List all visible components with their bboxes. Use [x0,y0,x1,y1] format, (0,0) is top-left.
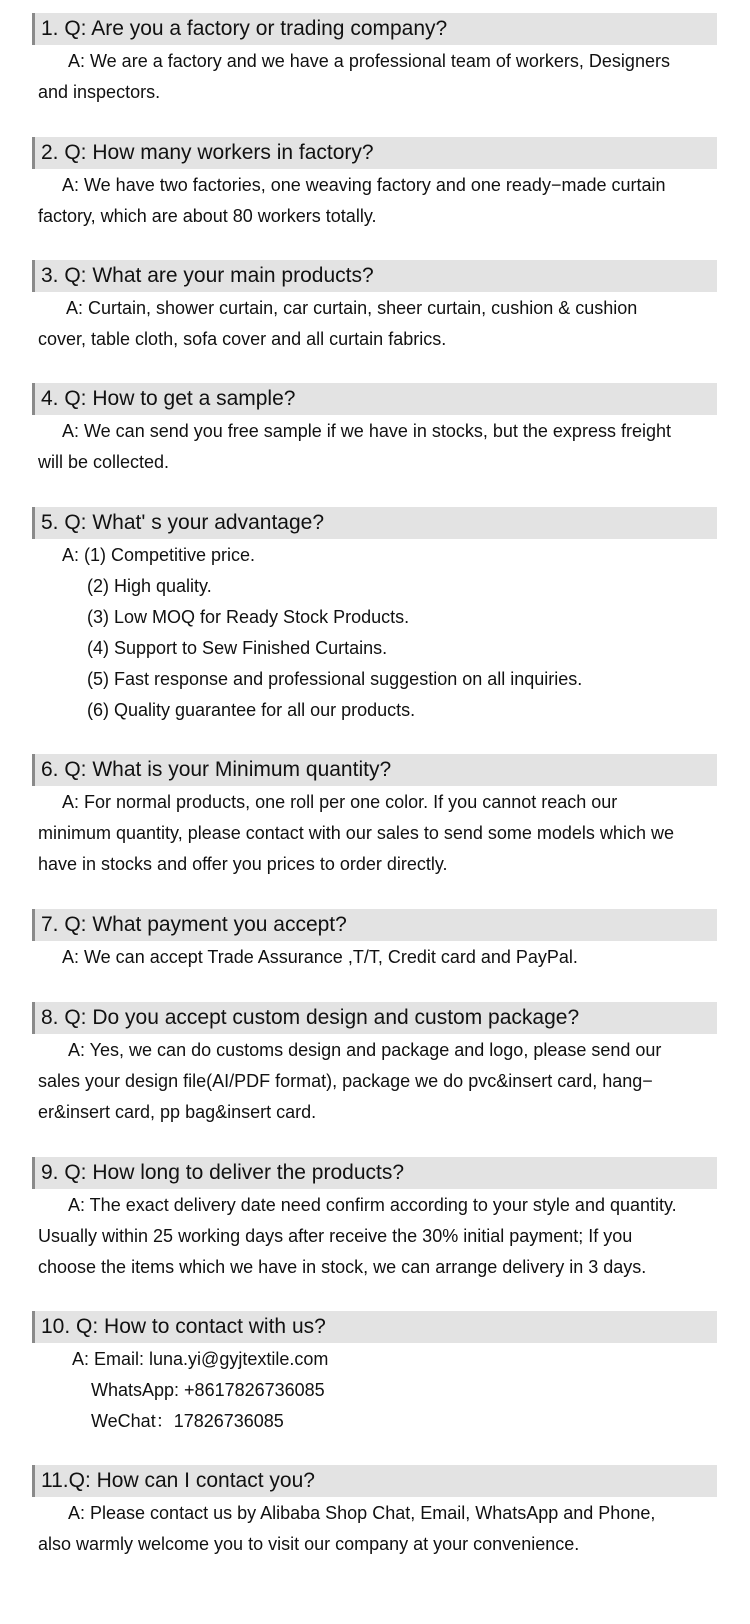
question-heading: 8. Q: Do you accept custom design and custom package? [32,1002,717,1034]
answer-line: A: We have two factories, one weaving factory and one ready−made curtain [62,175,666,195]
question-heading: 10. Q: How to contact with us? [32,1311,717,1343]
answer-line: will be collected. [38,452,170,472]
answer-line: A: Curtain, shower curtain, car curtain, sheer curtain, cushion & cushion [66,298,638,318]
answer-line: (2) High quality. [87,576,212,596]
answer-line: A: We can accept Trade Assurance ,T/T, Credit card and PayPal. [62,947,578,967]
answer-line: Usually within 25 working days after receive the 30% initial payment; If you [38,1226,633,1246]
question-heading: 4. Q: How to get a sample? [32,383,717,415]
contact-email: A: Email: luna.yi@gyjtextile.com [72,1349,329,1369]
answer-line: sales your design file(AI/PDF format), package we do pvc&insert card, hang− [38,1071,653,1091]
question-heading: 11.Q: How can I contact you? [32,1465,717,1497]
contact-wechat: WeChat：17826736085 [91,1411,284,1431]
answer-line: (4) Support to Sew Finished Curtains. [87,638,388,658]
question-heading: 1. Q: Are you a factory or trading company? [32,13,717,45]
question-heading: 9. Q: How long to deliver the products? [32,1157,717,1189]
question-heading: 7. Q: What payment you accept? [32,909,717,941]
answer-line: choose the items which we have in stock, we can arrange delivery in 3 days. [38,1257,647,1277]
answer-line: er&insert card, pp bag&insert card. [38,1102,317,1122]
question-heading: 3. Q: What are your main products? [32,260,717,292]
answer-line: A: We can send you free sample if we have in stocks, but the express freight [62,421,671,441]
question-heading: 2. Q: How many workers in factory? [32,137,717,169]
answer-line: have in stocks and offer you prices to order directly. [38,854,448,874]
answer-line: (6) Quality guarantee for all our products. [87,700,416,720]
answer-line: A: The exact delivery date need confirm according to your style and quantity. [68,1195,677,1215]
answer-line: A: Please contact us by Alibaba Shop Chat, Email, WhatsApp and Phone, [68,1503,656,1523]
contact-whatsapp: WhatsApp: +8617826736085 [91,1380,325,1400]
answer-line: factory, which are about 80 workers totally. [38,206,377,226]
answer-line: (3) Low MOQ for Ready Stock Products. [87,607,410,627]
answer-line: A: We are a factory and we have a professional team of workers, Designers [68,51,670,71]
answer-line: minimum quantity, please contact with our sales to send some models which we [38,823,674,843]
answer-line: (5) Fast response and professional suggestion on all inquiries. [87,669,583,689]
answer-line: also warmly welcome you to visit our company at your convenience. [38,1534,580,1554]
answer-line: A: Yes, we can do customs design and package and logo, please send our [68,1040,662,1060]
answer-line: and inspectors. [38,82,161,102]
answer-line: cover, table cloth, sofa cover and all curtain fabrics. [38,329,447,349]
question-heading: 6. Q: What is your Minimum quantity? [32,754,717,786]
answer-line: A: (1) Competitive price. [62,545,256,565]
question-heading: 5. Q: What' s your advantage? [32,507,717,539]
answer-line: A: For normal products, one roll per one color. If you cannot reach our [62,792,618,812]
